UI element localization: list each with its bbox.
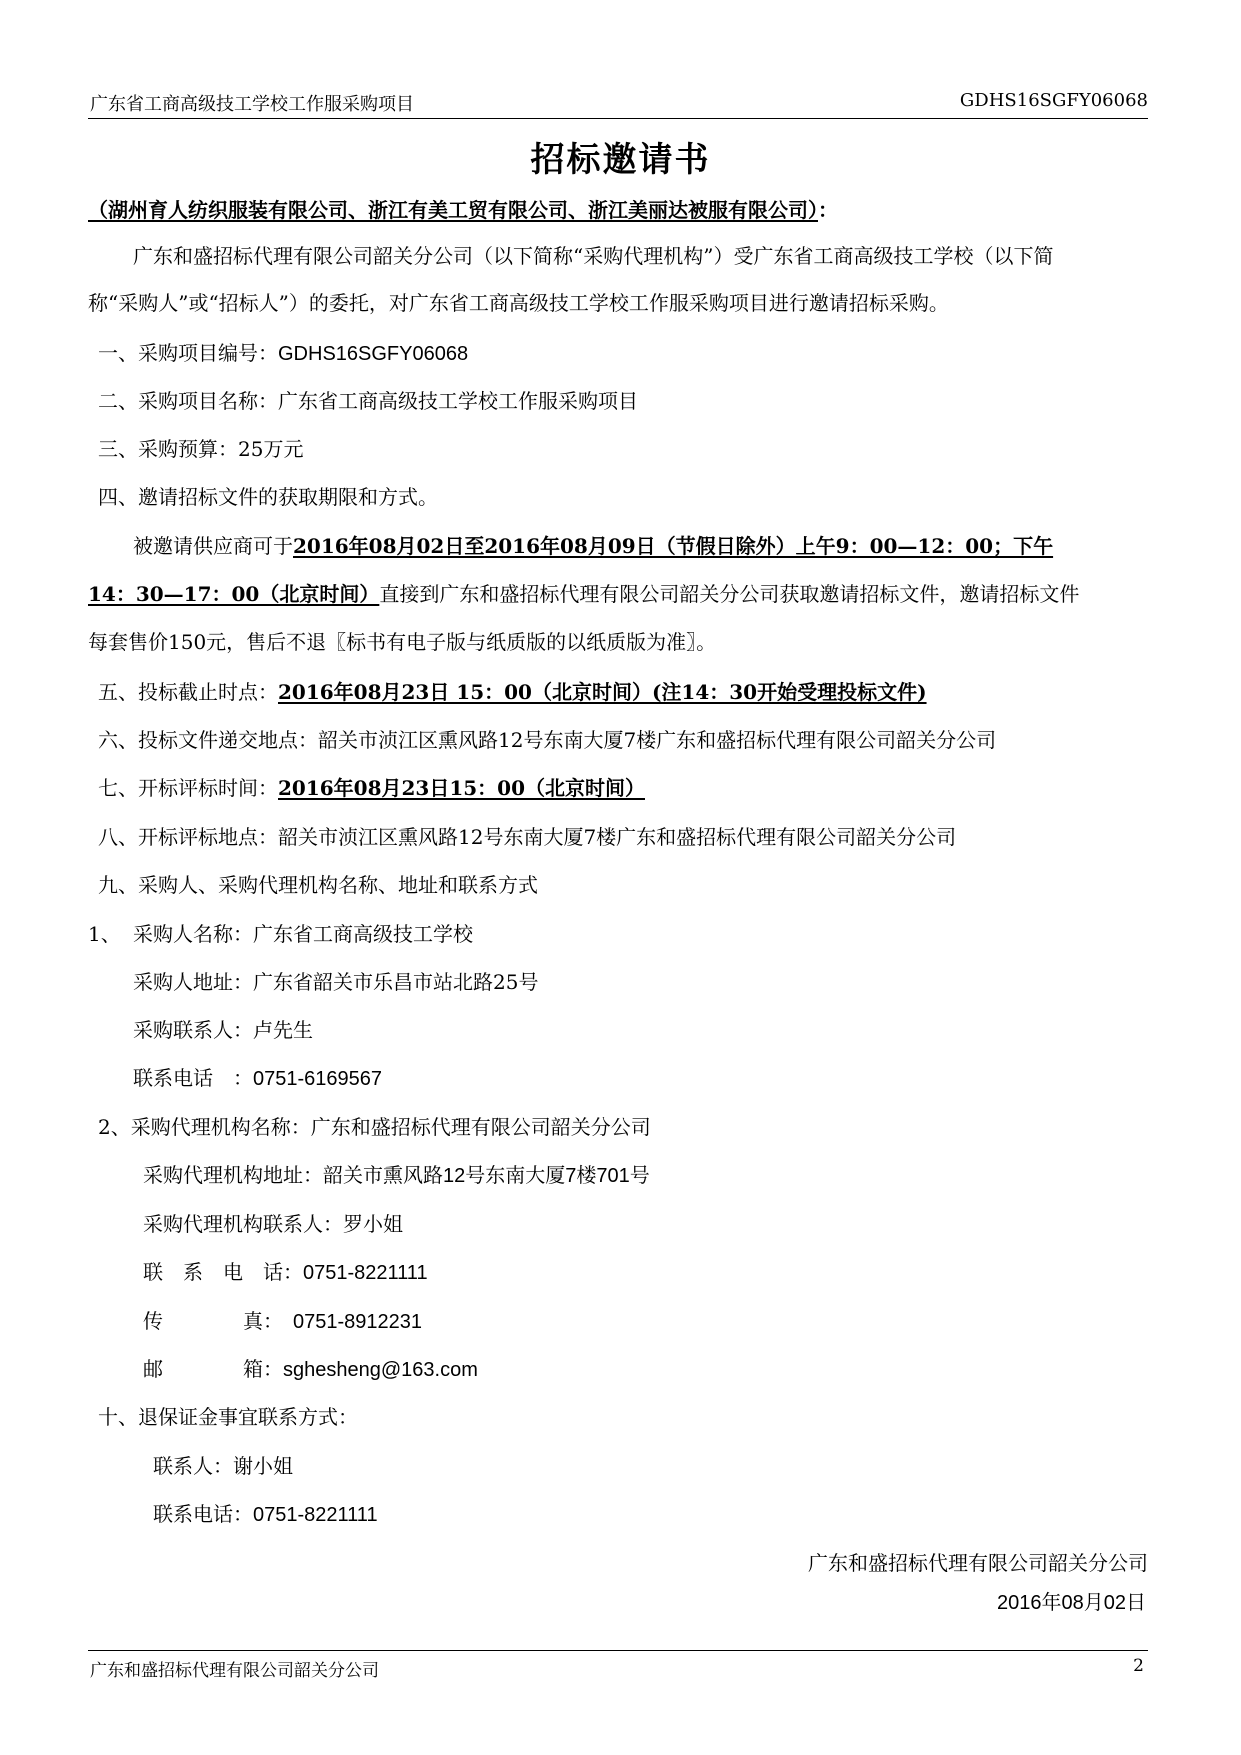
signature-month-unit: 月 xyxy=(1083,1590,1104,1614)
purchaser-contact: 采购联系人：卢先生 xyxy=(133,1018,313,1042)
retrieval-location: 直接到广东和盛招标代理有限公司韶关分公司获取邀请招标文件，邀请招标文件 xyxy=(379,582,1080,606)
agency-address xyxy=(143,1162,650,1189)
item-project-number-value: GDHS16SGFY06068 xyxy=(278,343,469,365)
item-opening-time xyxy=(98,775,645,801)
item-bid-deadline-label: 五、投标截止时点： xyxy=(98,680,278,704)
purchaser-phone-label: 联系电话 ： xyxy=(133,1066,253,1090)
item-budget-value: 25万元 xyxy=(238,437,304,461)
item-doc-retrieval-para-2 xyxy=(88,581,1079,607)
retrieval-intro: 被邀请供应商可于 xyxy=(133,534,293,558)
item-opening-time-label: 七、开标评标时间： xyxy=(98,776,278,800)
intro-line-1: 广东和盛招标代理有限公司韶关分公司（以下简称“采购代理机构”）受广东省工商高级技工学校（以下简 xyxy=(133,244,1054,268)
agency-address-mid: 号东南大厦 xyxy=(465,1163,566,1187)
deposit-phone-value: 0751-8221111 xyxy=(253,1504,378,1526)
deposit-heading: 十、退保证金事宜联系方式： xyxy=(98,1405,358,1429)
signature-day-unit: 日 xyxy=(1126,1590,1146,1614)
item-doc-retrieval-para-1 xyxy=(133,533,1053,559)
item-budget xyxy=(98,436,303,462)
agency-address-room: 701 xyxy=(596,1165,630,1187)
signature-year-unit: 年 xyxy=(1041,1590,1062,1614)
purchaser-phone xyxy=(133,1065,382,1092)
agency-email-value: sghesheng@163.com xyxy=(283,1359,478,1381)
deposit-contact: 联系人：谢小姐 xyxy=(153,1454,293,1478)
agency-name: 2、采购代理机构名称：广东和盛招标代理有限公司韶关分公司 xyxy=(98,1115,651,1139)
agency-fax-label: 传 真： xyxy=(143,1309,283,1333)
item-project-number xyxy=(98,340,468,367)
item-opening-place: 八、开标评标地点：韶关市浈江区熏风路12号东南大厦7楼广东和盛招标代理有限公司韶关分公司 xyxy=(98,825,957,849)
agency-contact: 采购代理机构联系人：罗小姐 xyxy=(143,1212,403,1236)
header-rule xyxy=(88,118,1148,119)
purchaser-phone-value: 0751-6169567 xyxy=(253,1068,383,1090)
signature-month: 08 xyxy=(1061,1592,1084,1614)
purchaser-address: 采购人地址：广东省韶关市乐昌市站北路25号 xyxy=(133,970,539,994)
agency-address-floor-unit: 楼 xyxy=(576,1163,597,1187)
agency-fax xyxy=(143,1308,422,1335)
agency-address-end: 号 xyxy=(629,1163,650,1187)
agency-fax-value: 0751-8912231 xyxy=(293,1311,423,1333)
agency-address-label: 采购代理机构地址：韶关市熏风路 xyxy=(143,1163,443,1187)
item-opening-time-value: 2016年08月23日15：00（北京时间） xyxy=(278,776,645,800)
agency-address-floor: 7 xyxy=(565,1165,577,1187)
agency-email-label: 邮 箱： xyxy=(143,1357,283,1381)
agency-phone-value: 0751-8221111 xyxy=(303,1262,428,1284)
item-project-number-label: 一、采购项目编号： xyxy=(98,341,278,365)
page-title: 招标邀请书 xyxy=(530,140,711,180)
item-bid-deadline xyxy=(98,679,927,705)
header-project: 广东省工商高级技工学校工作服采购项目 xyxy=(90,94,414,115)
header-code: GDHS16SGFY06068 xyxy=(959,90,1148,111)
agency-email xyxy=(143,1356,478,1383)
intro-line-2: 称“采购人”或“招标人”）的委托，对广东省工商高级技工学校工作服采购项目进行邀请招标采购。 xyxy=(88,291,949,315)
item-bid-deadline-value: 2016年08月23日 15：00（北京时间）(注14：30开始受理投标文件) xyxy=(278,680,927,704)
item-contacts-heading: 九、采购人、采购代理机构名称、地址和联系方式 xyxy=(98,873,538,897)
retrieval-period: 2016年08月02日至2016年08月09日（节假日除外）上午9：00—12：00；下午 xyxy=(293,534,1054,558)
item-doc-retrieval-para-3: 每套售价150元，售后不退〖标书有电子版与纸质版的以纸质版为准〗。 xyxy=(88,630,717,654)
recipients-names: （湖州育人纺织服装有限公司、浙江有美工贸有限公司、浙江美丽达被服有限公司） xyxy=(88,198,818,222)
recipients-colon: ： xyxy=(818,198,838,222)
agency-phone xyxy=(143,1259,428,1286)
deposit-phone-label: 联系电话： xyxy=(153,1502,253,1526)
purchaser-index: 1、 xyxy=(88,922,121,946)
footer-rule xyxy=(88,1650,1148,1651)
item-budget-label: 三、采购预算： xyxy=(98,437,238,461)
agency-phone-label: 联 系 电 话： xyxy=(143,1260,303,1284)
item-project-name: 二、采购项目名称：广东省工商高级技工学校工作服采购项目 xyxy=(98,389,638,413)
retrieval-period-afternoon: 14：30—17：00（北京时间） xyxy=(88,582,380,606)
signature-date xyxy=(997,1589,1146,1616)
footer-org: 广东和盛招标代理有限公司韶关分公司 xyxy=(90,1661,379,1681)
signature-org: 广东和盛招标代理有限公司韶关分公司 xyxy=(808,1551,1148,1575)
signature-day: 02 xyxy=(1103,1592,1126,1614)
signature-year: 2016 xyxy=(997,1592,1042,1614)
item-doc-retrieval: 四、邀请招标文件的获取期限和方式。 xyxy=(98,485,438,509)
item-bid-submission-place: 六、投标文件递交地点：韶关市浈江区熏风路12号东南大厦7楼广东和盛招标代理有限公司韶关分公司 xyxy=(98,728,997,752)
agency-address-num: 12 xyxy=(443,1165,466,1187)
purchaser-name: 采购人名称：广东省工商高级技工学校 xyxy=(133,922,473,946)
recipients xyxy=(88,197,838,223)
page-number: 2 xyxy=(1133,1656,1144,1676)
deposit-phone xyxy=(153,1501,378,1528)
